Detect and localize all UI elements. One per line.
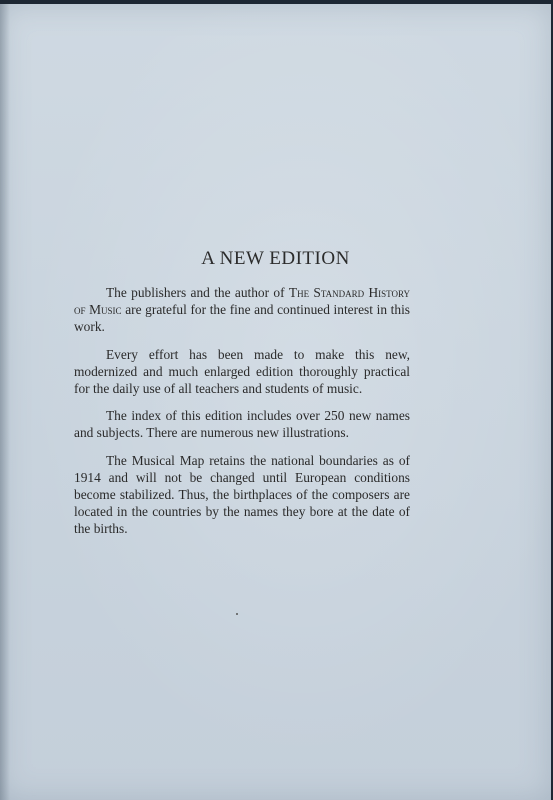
page-body — [74, 284, 410, 548]
paragraph-1-after: are grateful for the fine and continued interest in this work. — [74, 302, 410, 335]
binding-shadow — [0, 4, 10, 800]
paragraph-2: Every effort has been made to make this new, modernized and much enlarged edition thoroughly practical for the daily use of all teachers and students of music. — [74, 346, 410, 397]
paper-speck — [236, 613, 238, 615]
paragraph-1-before: The publishers and the author of — [106, 285, 289, 300]
paragraph-3: The index of this edition includes over 250 new names and subjects. There are numerous new illustrations. — [74, 408, 410, 441]
paragraph-1 — [74, 284, 410, 336]
book-title: The Standard History of Music — [74, 285, 410, 318]
book-page — [0, 4, 551, 800]
paragraph-4: The Musical Map retains the national boundaries as of 1914 and will not be changed until European conditions become stabilized. Thus, the birthplaces of the composers are located in the countries by the names they bore at the date of the births. — [74, 452, 410, 537]
page-title: A NEW EDITION — [201, 248, 350, 269]
